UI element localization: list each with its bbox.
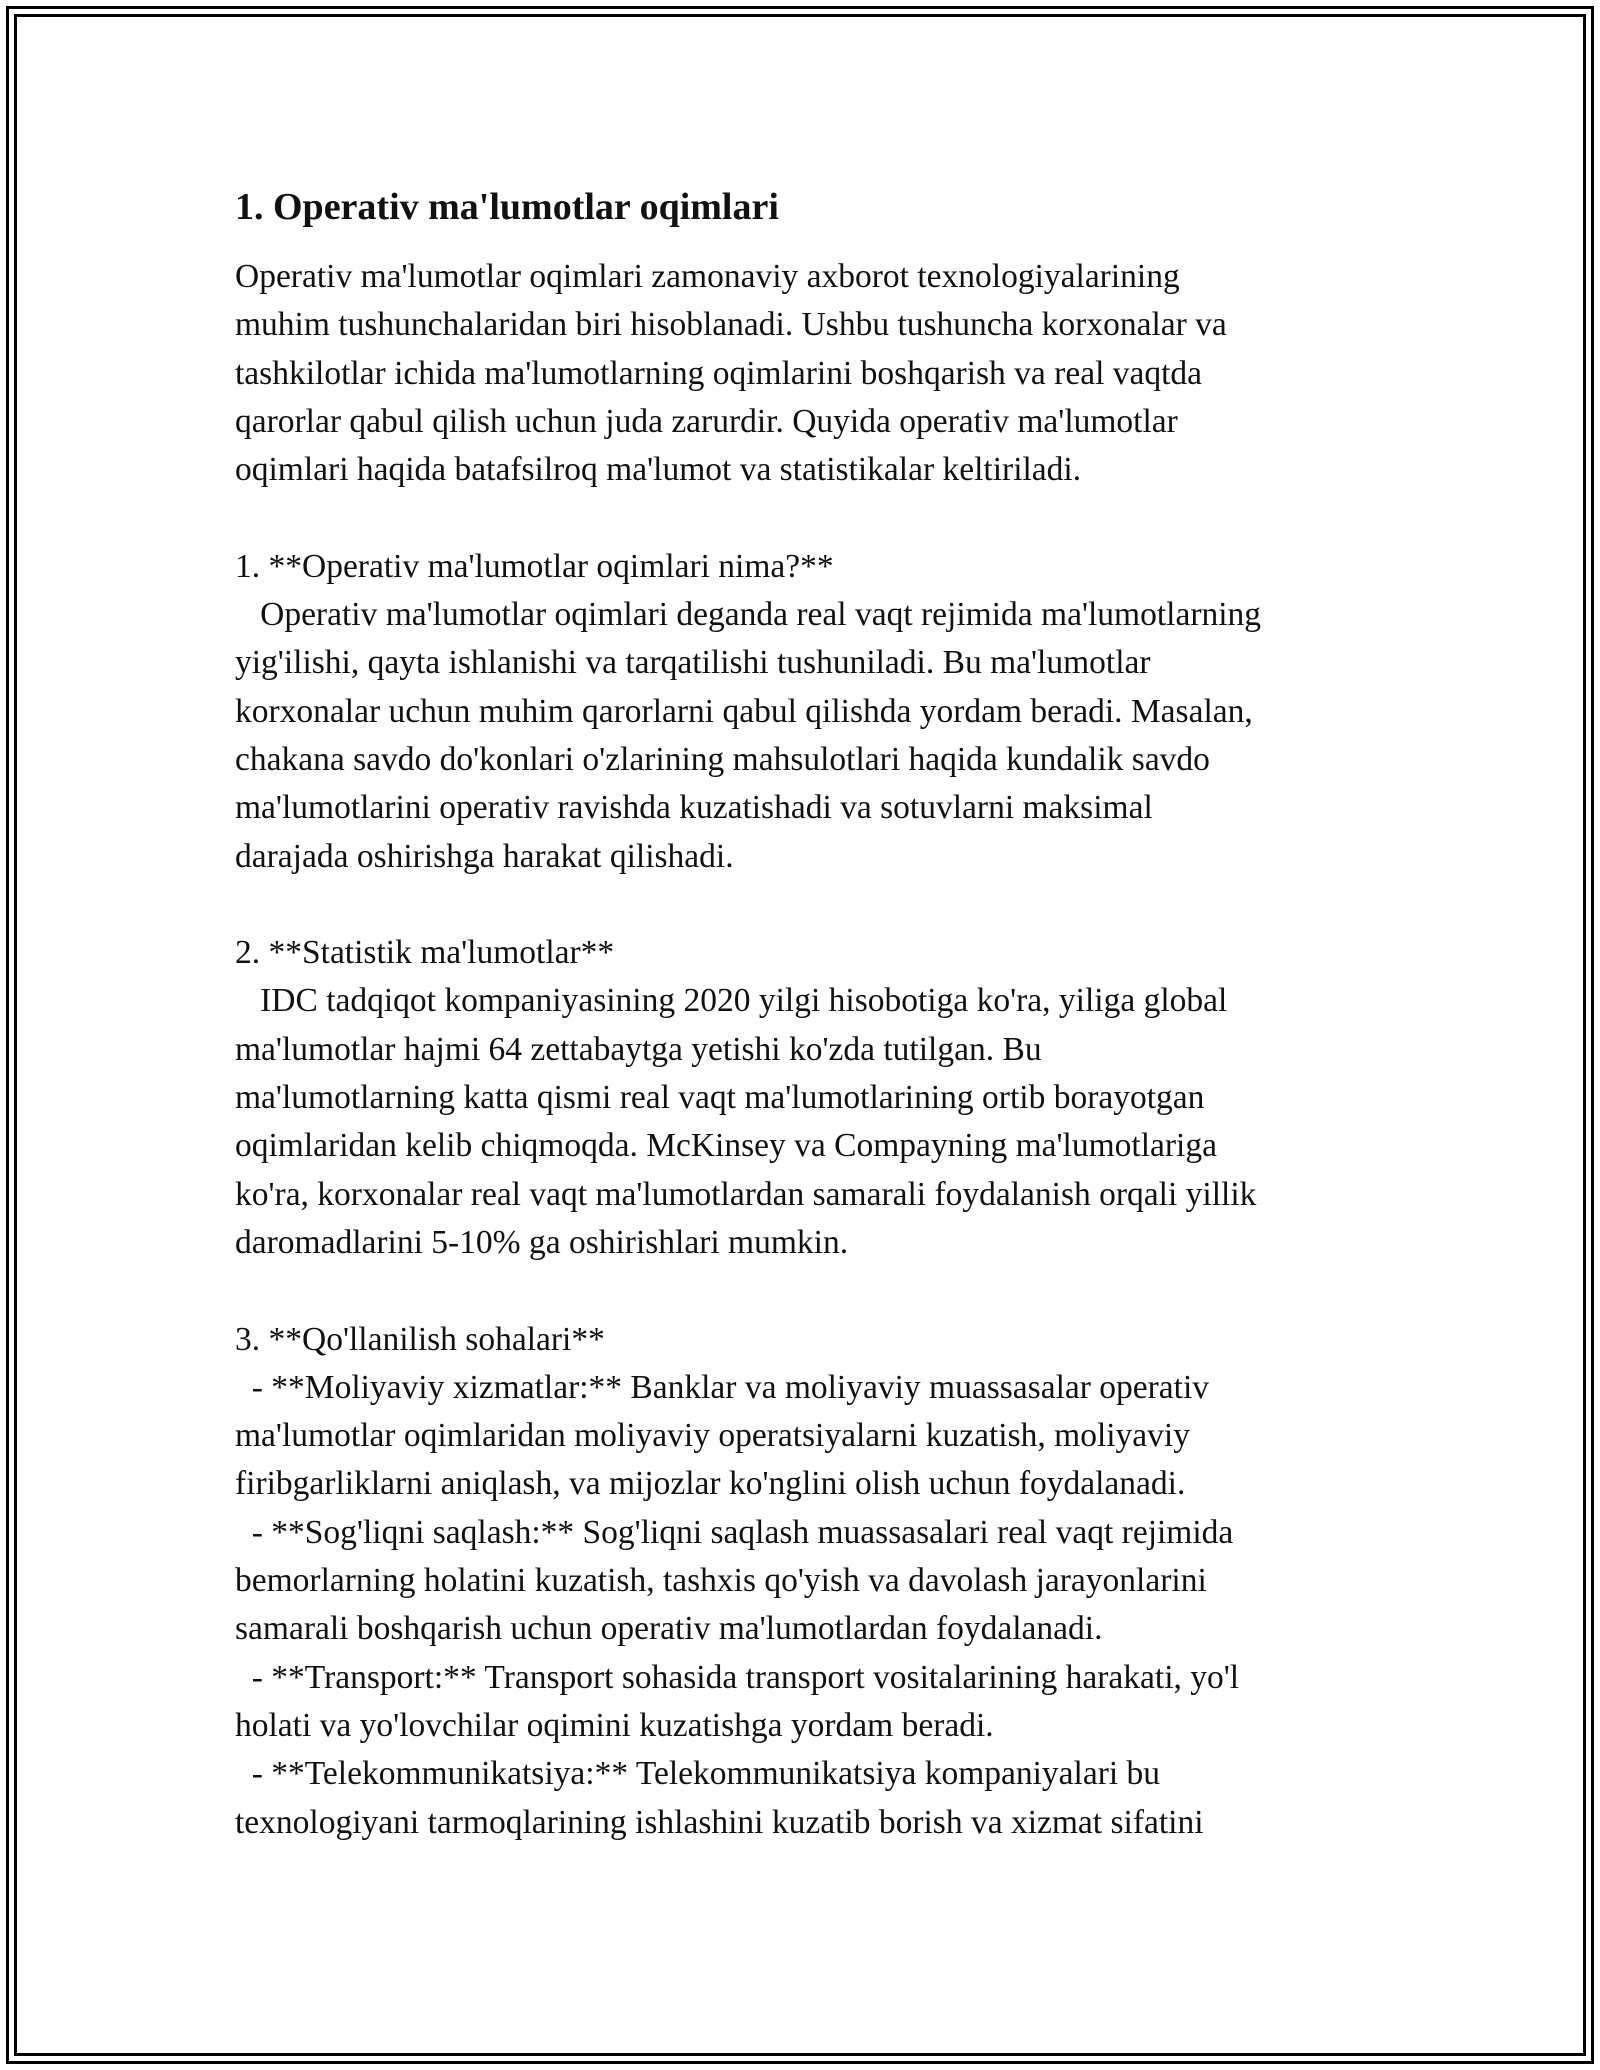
document-content [235,183,1375,1847]
document-title: 1. Operativ ma'lumotlar oqimlari [235,186,779,228]
document-body: Operativ ma'lumotlar oqimlari zamonaviy axborot texnologiyalarining muhim tushunchalaridan biri hisoblanadi. Ushbu tushuncha korxonalar va tashkilotlar ichida ma'lumotlarning oqimlarini boshqarish va real vaqtda qarorlar qabul qilish uchun juda zarurdir. Quyida operativ ma'lumotlar oqimlari haqida batafsilroq ma'lumot va statistikalar keltiriladi. 1. **Operativ ma'lumotlar oqimlari nima?** Operativ ma'lumotlar oqimlari deganda real vaqt rejimida ma'lumotlarning yig'ilishi, qayta ishlanishi va tarqatilishi tushuniladi. Bu ma'lumotlar korxonalar uchun muhim qarorlarni qabul qilishda yordam beradi. Masalan, chakana savdo do'konlari o'zlarining mahsulotlari haqida kundalik savdo ma'lumotlarini operativ ravishda kuzatishadi va sotuvlarni maksimal darajada oshirishga harakat qilishadi. 2. **Statistik ma'lumotlar** IDC tadqiqot kompaniyasining 2020 yilgi hisobotiga ko'ra, yiliga global ma'lumotlar hajmi 64 zettabaytga yetishi ko'zda tutilgan. Bu ma'lumotlarning katta qismi real vaqt ma'lumotlarining ortib borayotgan oqimlaridan kelib chiqmoqda. McKinsey va Compayning ma'lumotlariga ko'ra, korxonalar real vaqt ma'lumotlardan samarali foydalanish orqali yillik daromadlarini 5-10% ga oshirishlari mumkin. 3. **Qo'llanilish sohalari** - **Moliyaviy xizmatlar:** Banklar va moliyaviy muassasalar operativ ma'lumotlar oqimlaridan moliyaviy operatsiyalarni kuzatish, moliyaviy firibgarliklarni aniqlash, va mijozlar ko'nglini olish uchun foydalanadi. - **Sog'liqni saqlash:** Sog'liqni saqlash muassasalari real vaqt rejimida bemorlarning holatini kuzatish, tashxis qo'yish va davolash jarayonlarini samarali boshqarish uchun operativ ma'lumotlardan foydalanadi. - **Transport:** Transport sohasida transport vositalarining harakati, yo'l holati va yo'lovchilar oqimini kuzatishga yordam beradi. - **Telekommunikatsiya:** Telekommunikatsiya kompaniyalari bu texnologiyani tarmoqlarining ishlashini kuzatib borish va xizmat sifatini [235,258,1262,1841]
